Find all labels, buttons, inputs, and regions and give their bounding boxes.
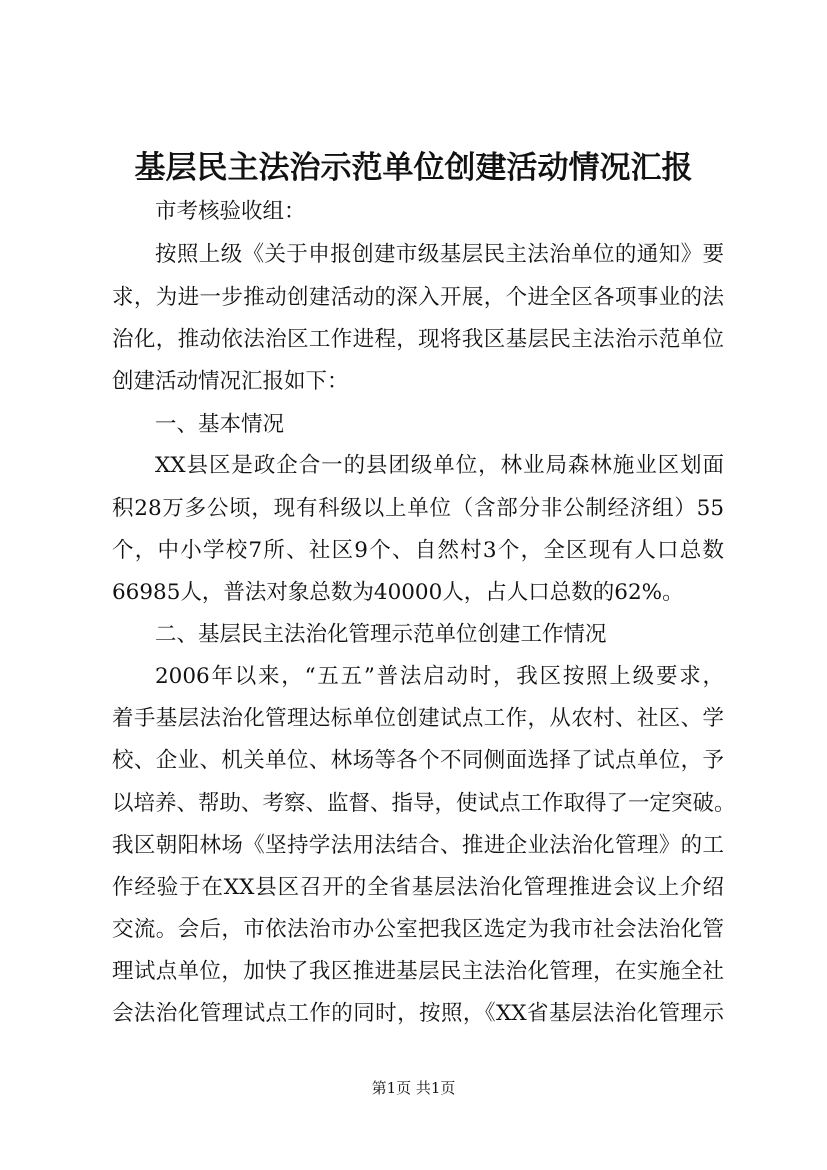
body-line: 作经验于在XX县区召开的全省基层法治化管理推进会议上介绍 (112, 875, 724, 900)
body-line: 66985人，普法对象总数为40000人，占人口总数的62%。 (112, 580, 684, 605)
body-line: 会法治化管理试点工作的同时，按照，《XX省基层法治化管理示 (112, 1001, 724, 1026)
body-line: 我区朝阳林场《坚持学法用法结合、推进企业法治化管理》的工 (112, 833, 724, 858)
body-line: 理试点单位，加快了我区推进基层民主法治化管理，在实施全社 (112, 959, 724, 984)
body-line: 着手基层法治化管理达标单位创建试点工作，从农村、社区、学 (112, 706, 724, 731)
body-line: 个，中小学校7所、社区9个、自然村3个，全区现有人口总数 (112, 538, 724, 563)
page-number: 第1页 共1页 (371, 1079, 456, 1097)
body-line: 校、企业、机关单位、林场等各个不同侧面选择了试点单位，予 (112, 748, 724, 773)
section-heading: 二、基层民主法治化管理示范单位创建工作情况 (155, 622, 607, 647)
body-line: 治化，推动依法治区工作进程，现将我区基层民主法治示范单位 (112, 327, 724, 352)
salutation: 市考核验收组： (155, 199, 306, 224)
body-line: 按照上级《关于申报创建市级基层民主法治单位的通知》要 (155, 242, 724, 267)
body-line: 2006年以来，“五五”普法启动时，我区按照上级要求， (155, 664, 724, 689)
section-heading: 一、基本情况 (155, 412, 285, 437)
body-line: 交流。会后，市依法治市办公室把我区选定为我市社会法治化管 (112, 917, 724, 942)
body-line: 以培养、帮助、考察、监督、指导，使试点工作取得了一定突破。 (112, 791, 736, 816)
body-line: XX县区是政企合一的县团级单位，林业局森林施业区划面 (155, 453, 724, 478)
body-line: 创建活动情况汇报如下： (112, 369, 349, 394)
body-line: 积28万多公顷，现有科级以上单位（含部分非公制经济组）55 (112, 496, 724, 521)
document-title: 基层民主法治示范单位创建活动情况汇报 (134, 150, 693, 186)
body-line: 求，为进一步推动创建活动的深入开展，个进全区各项事业的法 (112, 285, 724, 310)
